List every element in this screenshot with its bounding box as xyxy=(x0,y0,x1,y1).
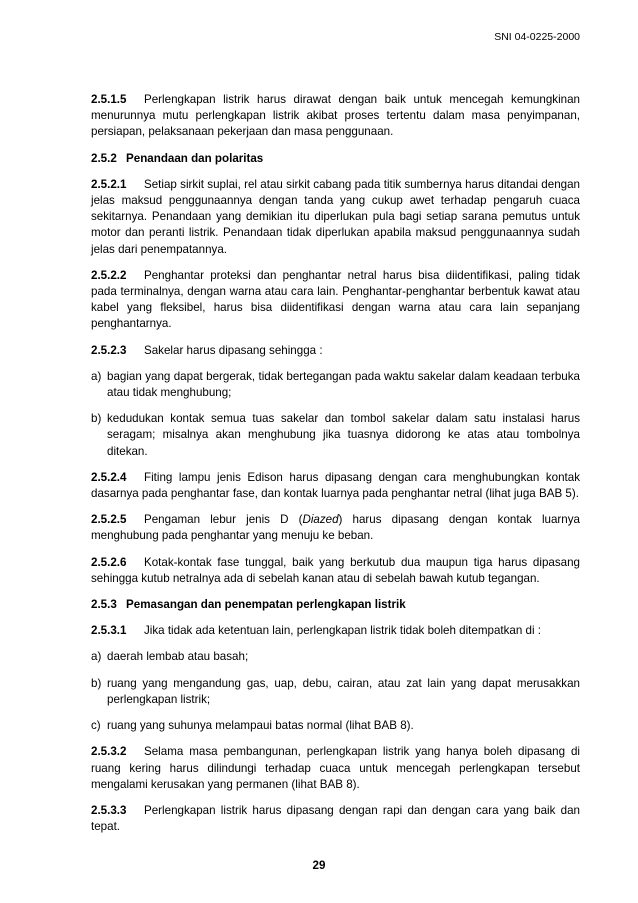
clause-number: 2.5.3.2 xyxy=(91,745,127,759)
clause-2-5-2-1 xyxy=(91,177,580,258)
list-item-text: ruang yang mengandung gas, uap, debu, cairan, atau zat lain yang dapat merusakkan perlengkapan listrik; xyxy=(107,676,580,706)
list-item-text: ruang yang suhunya melampaui batas normal (lihat BAB 8). xyxy=(107,719,414,733)
section-heading-2-5-2 xyxy=(91,151,580,167)
list-item-label: c) xyxy=(91,719,101,733)
clause-text: Penghantar proteksi dan penghantar netral harus bisa diidentifikasi, paling tidak pada terminalnya, dengan warna atau cara lain. Penghantar-penghantar berbentuk kawat atau kabel yang fleksibel, harus bisa diidentifikasi dengan warna atau cara lain sepanjang penghantarnya. xyxy=(91,268,580,331)
clause-2-5-3-3 xyxy=(91,803,580,835)
clause-text-italic: Diazed xyxy=(302,513,339,527)
clause-text: Perlengkapan listrik harus dirawat dengan baik untuk mencegah kemungkinan menurunnya mutu perlengkapan listrik akibat proses tertentu dalam masa penyimpanan, persiapan, pelaksanaan pekerjaan dan masa penggunaan. xyxy=(91,93,580,139)
clause-text: Kotak-kontak fase tunggal, baik yang berkutub dua maupun tiga harus dipasang sehingga kutub netralnya ada di sebelah kanan atau di sebelah bawah kutub tegangan. xyxy=(91,555,580,585)
clause-number: 2.5.3.3 xyxy=(91,803,127,817)
clause-2-5-3-1 xyxy=(91,623,580,639)
list-item xyxy=(91,369,580,401)
clause-text: Fiting lampu jenis Edison harus dipasang dengan cara menghubungkan kontak dasarnya pada penghantar fase, dan kontak luarnya pada penghantar netral (lihat juga BAB 5). xyxy=(91,470,580,501)
clause-2-5-3-2 xyxy=(91,744,580,793)
list-item-label: a) xyxy=(91,650,102,664)
clause-number: 2.5.2.5 xyxy=(91,513,127,527)
list-item-text: bagian yang dapat bergerak, tidak bertegangan pada waktu sakelar dalam keadaan terbuka atau tidak menghubung; xyxy=(107,369,580,400)
section-number: 2.5.2 xyxy=(91,151,117,165)
clause-text-before: Pengaman lebur jenis D ( xyxy=(144,513,303,527)
section-title: Pemasangan dan penempatan perlengkapan listrik xyxy=(126,598,406,612)
list-item xyxy=(91,718,580,734)
page-content xyxy=(91,92,580,845)
document-code: SNI 04-0225-2000 xyxy=(494,31,580,43)
clause-text: Perlengkapan listrik harus dipasang dengan rapi dan dengan cara yang baik dan tepat. xyxy=(91,803,580,834)
clause-2-5-2-4 xyxy=(91,470,580,502)
clause-number: 2.5.1.5 xyxy=(91,93,127,106)
clause-number: 2.5.2.6 xyxy=(91,555,127,569)
page-number: 29 xyxy=(312,859,326,872)
clause-2-5-2-2 xyxy=(91,268,580,333)
clause-2-5-1-5 xyxy=(91,92,580,141)
clause-number: 2.5.2.3 xyxy=(91,343,127,357)
clause-number: 2.5.3.1 xyxy=(91,624,127,638)
list-item-label: b) xyxy=(91,676,102,690)
list-item xyxy=(91,411,580,460)
section-heading-2-5-3 xyxy=(91,597,580,613)
list-item xyxy=(91,649,580,665)
clause-2-5-2-5 xyxy=(91,512,580,544)
list-item-text: daerah lembab atau basah; xyxy=(107,650,249,664)
list-item-text: kedudukan kontak semua tuas sakelar dan tombol sakelar dalam satu instalasi harus seragam; misalnya akan menghubung jika tuasnya didorong ke atas atau tombolnya ditekan. xyxy=(107,412,580,458)
clause-number: 2.5.2.4 xyxy=(91,470,127,484)
clause-number: 2.5.2.1 xyxy=(91,177,127,191)
clause-text: Setiap sirkit suplai, rel atau sirkit cabang pada titik sumbernya harus ditandai dengan jelas maksud penggunaannya dengan tanda yang cukup awet terhadap pengaruh cuaca sekitarnya. Penandaan yang demikian itu diperlukan pula bagi setiap sarana pemutus untuk motor dan peranti listrik. Penandaan tidak diperlukan apabila maksud penggunaannya sudah jelas dari penempatannya. xyxy=(91,177,580,256)
clause-text: Jika tidak ada ketentuan lain, perlengkapan listrik tidak boleh ditempatkan di : xyxy=(144,624,542,638)
list-item-label: a) xyxy=(91,369,102,383)
section-title: Penandaan dan polaritas xyxy=(126,151,264,165)
clause-number: 2.5.2.2 xyxy=(91,268,127,282)
clause-text: Selama masa pembangunan, perlengkapan listrik yang hanya boleh dipasang di ruang kering harus dilindungi terhadap cuaca untuk mencegah perlengkapan tersebut mengalami kerusakan yang permanen (lihat BAB 8). xyxy=(91,745,580,791)
section-number: 2.5.3 xyxy=(91,598,117,612)
clause-text: Sakelar harus dipasang sehingga : xyxy=(144,343,323,357)
clause-2-5-2-3 xyxy=(91,343,580,359)
list-item xyxy=(91,676,580,708)
list-item-label: b) xyxy=(91,412,102,426)
clause-text-after: ) harus dipasang dengan kontak luarnya menghubung pada penghantar yang menuju ke beban. xyxy=(91,513,580,543)
clause-2-5-2-6 xyxy=(91,555,580,587)
